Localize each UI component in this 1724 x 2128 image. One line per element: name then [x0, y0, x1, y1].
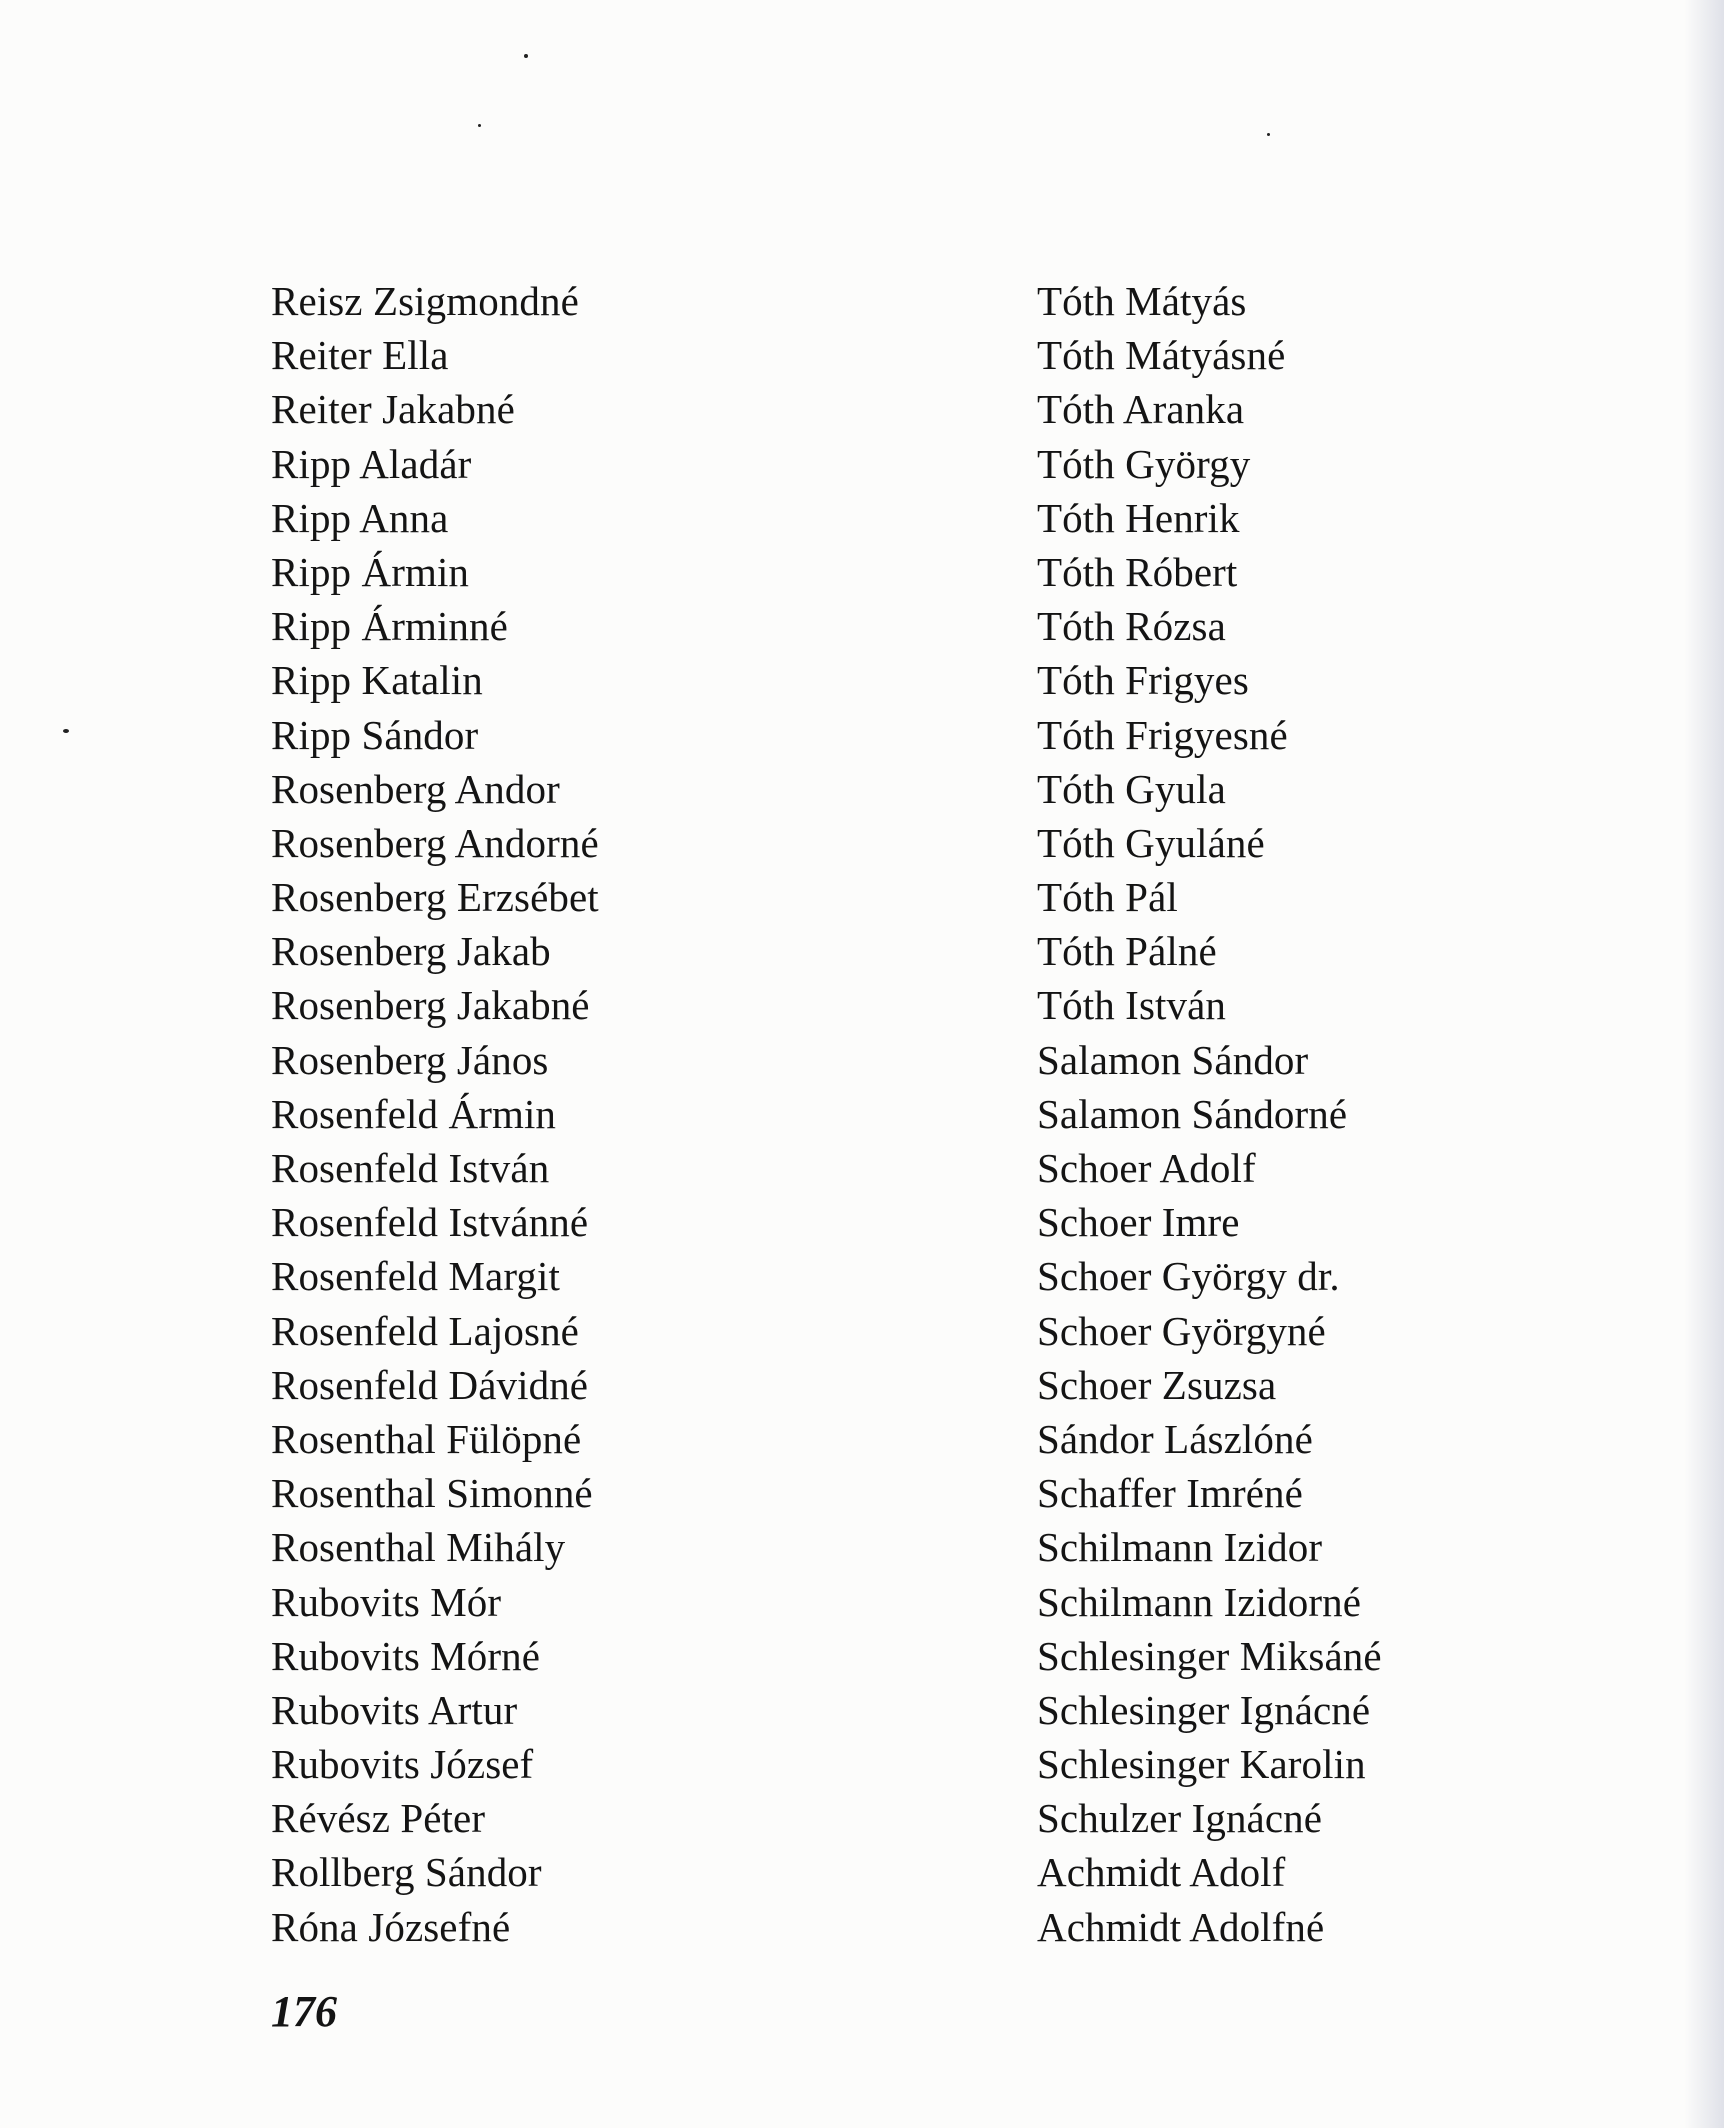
- name-entry: Rosenberg János: [271, 1036, 549, 1083]
- name-entry: Salamon Sándorné: [1037, 1090, 1348, 1137]
- name-entry: Tóth Frigyesné: [1037, 711, 1288, 758]
- name-entry: Rosenberg Jakabné: [271, 982, 590, 1029]
- name-entry: Rosenfeld Margit: [271, 1253, 560, 1300]
- scan-speck: [524, 54, 528, 58]
- name-entry: Ripp Katalin: [271, 657, 483, 704]
- name-entry: Tóth Pál: [1037, 874, 1178, 921]
- name-entry: Rubovits József: [271, 1741, 534, 1788]
- name-entry: Ripp Ármin: [271, 548, 470, 595]
- name-entry: Révész Péter: [271, 1795, 486, 1842]
- name-entry: Ripp Sándor: [271, 711, 479, 758]
- name-entry: Schilmann Izidorné: [1037, 1578, 1362, 1625]
- name-entry: Ripp Anna: [271, 494, 449, 541]
- name-entry: Tóth Aranka: [1037, 386, 1245, 433]
- name-entry: Schoer Adolf: [1037, 1145, 1256, 1191]
- name-entry: Rosenfeld István: [271, 1145, 550, 1191]
- name-entry: Rosenthal Mihály: [271, 1524, 566, 1571]
- names-column-left: [271, 274, 599, 1954]
- name-entry: Tóth György: [1037, 440, 1251, 487]
- name-entry: Schulzer Ignácné: [1037, 1795, 1323, 1842]
- name-entry: Róna Józsefné: [271, 1903, 511, 1950]
- name-entry: Tóth Rózsa: [1037, 603, 1226, 650]
- page-number: 176: [271, 1987, 337, 2036]
- name-entry: Rosenfeld Istvánné: [271, 1199, 589, 1246]
- name-entry: Schlesinger Ignácné: [1037, 1686, 1371, 1733]
- name-entry: Ripp Aladár: [271, 440, 472, 487]
- name-entry: Achmidt Adolf: [1037, 1849, 1286, 1896]
- name-entry: Schaffer Imréné: [1037, 1470, 1303, 1517]
- name-entry: Reiter Jakabné: [271, 386, 515, 433]
- name-entry: Rosenthal Fülöpné: [271, 1415, 582, 1462]
- name-entry: Tóth Róbert: [1037, 548, 1238, 595]
- name-entry: Tóth Gyuláné: [1037, 819, 1265, 866]
- name-entry: Schilmann Izidor: [1037, 1524, 1323, 1571]
- name-entry: Tóth István: [1037, 982, 1226, 1029]
- name-entry: Rosenfeld Dávidné: [271, 1361, 589, 1408]
- name-entry: Schoer György dr.: [1037, 1253, 1340, 1300]
- name-entry: Schlesinger Karolin: [1037, 1741, 1366, 1788]
- name-entry: Rubovits Mórné: [271, 1632, 541, 1679]
- name-entry: Rollberg Sándor: [271, 1849, 542, 1896]
- page-edge-shadow: [1684, 0, 1724, 2128]
- name-entry: Rosenberg Jakab: [271, 928, 551, 975]
- name-entry: Tóth Pálné: [1037, 928, 1217, 975]
- names-column-right: [1037, 274, 1382, 1954]
- name-entry: Schlesinger Miksáné: [1037, 1632, 1382, 1679]
- name-entry: Sándor Lászlóné: [1037, 1415, 1313, 1462]
- name-entry: Rosenfeld Lajosné: [271, 1307, 579, 1354]
- name-entry: Tóth Henrik: [1037, 494, 1240, 541]
- name-entry: Rosenberg Andorné: [271, 819, 599, 866]
- name-entry: Tóth Mátyásné: [1037, 332, 1286, 379]
- name-entry: Schoer Imre: [1037, 1199, 1240, 1246]
- name-entry: Rosenberg Erzsébet: [271, 874, 599, 921]
- name-entry: Reisz Zsigmondné: [271, 278, 579, 324]
- name-entry: Schoer Györgyné: [1037, 1307, 1326, 1354]
- name-entry: Rubovits Mór: [271, 1578, 502, 1625]
- scan-speck: [478, 124, 481, 127]
- name-entry: Reiter Ella: [271, 332, 449, 379]
- name-entry: Rosenberg Andor: [271, 765, 560, 812]
- name-entry: Tóth Frigyes: [1037, 657, 1249, 704]
- name-entry: Tóth Gyula: [1037, 765, 1226, 812]
- name-entry: Salamon Sándor: [1037, 1036, 1309, 1083]
- name-entry: Rosenfeld Ármin: [271, 1090, 557, 1137]
- name-entry: Tóth Mátyás: [1037, 278, 1247, 324]
- name-entry: Rosenthal Simonné: [271, 1470, 593, 1517]
- scan-speck: [1267, 133, 1270, 136]
- name-entry: Achmidt Adolfné: [1037, 1903, 1325, 1950]
- scan-speck: [63, 729, 69, 733]
- name-entry: Rubovits Artur: [271, 1686, 518, 1733]
- name-entry: Ripp Árminné: [271, 603, 508, 650]
- name-entry: Schoer Zsuzsa: [1037, 1361, 1277, 1408]
